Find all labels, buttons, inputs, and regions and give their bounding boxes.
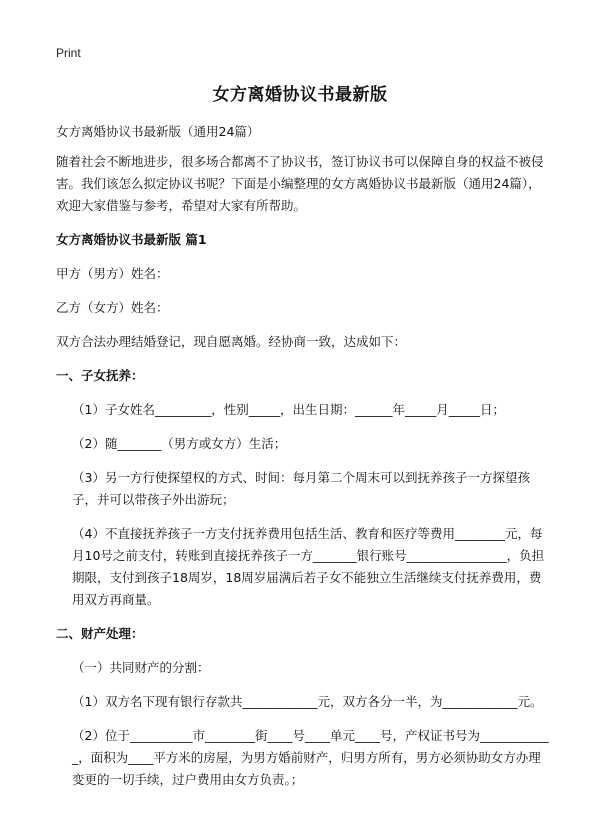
property-subheading: （一）共同财产的分割： — [72, 660, 210, 675]
child-clause-4: （4）不直接抚养孩子一方支付抚养费用包括生活、教育和医疗等费用________元，每月10号之前支付，转账到直接抚养孩子一方_______银行账号________________，负担期限，支付到孩子18周岁，18周岁届满后若子女不能独立生活继续支付抚养费用，费用双方再商量。 — [72, 526, 545, 607]
print-link[interactable]: Print — [56, 46, 81, 60]
intro-paragraph: 随着社会不断地进步，很多场合都离不了协议书，签订协议书可以保障自身的权益不被侵害。我们该怎么拟定协议书呢？下面是小编整理的女方离婚协议书最新版（通用24篇），欢迎大家借鉴与参考，希望对大家有所帮助。 — [56, 154, 544, 213]
agreement-intro: 双方合法办理结婚登记，现自愿离婚。经协商一致，达成如下： — [56, 334, 407, 349]
child-clause-2: （2）随_______（男方或女方）生活； — [72, 436, 287, 451]
child-clause-3: （3）另一方行使探望权的方式、时间：每月第二个周末可以到抚养孩子一方探望孩子，并可以带孩子外出游玩； — [72, 470, 530, 507]
document-subtitle: 女方离婚协议书最新版（通用24篇） — [56, 124, 260, 139]
page-title: 女方离婚协议书最新版 — [212, 85, 388, 105]
section-title: 女方离婚协议书最新版 篇1 — [56, 232, 207, 247]
party-a-line: 甲方（男方）姓名： — [56, 266, 169, 281]
property-clause-2: （2）位于__________市________街____号____单元____号，产权证书号为____________，面积为____平方米的房屋，为男方婚前财产，归男方所有，男方必须协助女方办理变更的一切手续，过户费用由女方负责。； — [72, 728, 549, 787]
document-body — [56, 121, 552, 803]
heading-children: 一、子女抚养： — [56, 368, 144, 383]
party-b-line: 乙方（女方）姓名： — [56, 300, 169, 315]
property-clause-1: （1）双方名下现有银行存款共____________元，双方各分一半，为____________元。 — [72, 694, 543, 709]
child-clause-1: （1）子女姓名_________，性别_____，出生日期：______年_____月_____日； — [72, 402, 505, 417]
heading-property: 二、财产处理： — [56, 626, 144, 641]
